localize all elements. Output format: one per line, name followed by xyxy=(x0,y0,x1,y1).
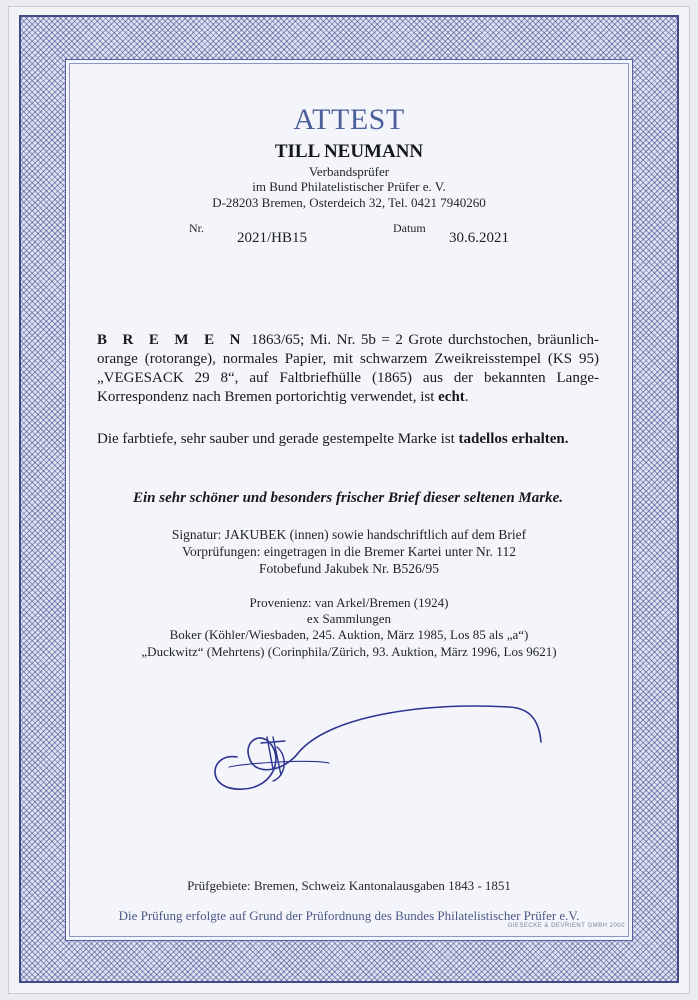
date-label: Datum xyxy=(393,221,426,235)
provenance-boker: Boker (Köhler/Wiesbaden, 245. Auktion, März 1985, Los 85 als „a“) xyxy=(169,627,529,642)
condition-text: Die farbtiefe, sehr sauber und gerade gestempelte Marke ist xyxy=(97,431,459,447)
certificate-sheet xyxy=(8,6,690,994)
condition-verdict: tadellos erhalten. xyxy=(458,431,569,447)
examination-areas: Prüfgebiete: Bremen, Schweiz Kantonalausgaben 1843 - 1851 xyxy=(187,878,511,893)
examination-basis: Die Prüfung erfolgte auf Grund der Prüfordnung des Bundes Philatelistischer Prüfer e.V. xyxy=(118,908,580,923)
description-period: . xyxy=(464,389,469,405)
description-text: 1863/65; Mi. Nr. 5b = 2 Grote durchstochen, bräunlich-orange (rotorange), normales Papier, mit schwarzem Zweikreisstempel (KS 95) „VEGESACK 29 8“, auf Faltbriefhülle (1865) aus der bekannten Lange-Korrespondenz nach Bremen portorichtig verwendet, ist xyxy=(97,332,599,405)
pre-examination-note: Vorprüfungen: eingetragen in die Bremer Kartei unter Nr. 112 xyxy=(181,544,517,559)
condition-paragraph xyxy=(97,430,599,449)
expert-name: TILL NEUMANN xyxy=(274,141,424,162)
summary-paragraph: Ein sehr schöner und besonders frischer Brief dieser seltenen Marke. xyxy=(132,490,564,506)
date-value: 30.6.2021 xyxy=(449,230,509,246)
bremen-heading: B R E M E N xyxy=(97,332,246,348)
provenance-collections: ex Sammlungen xyxy=(306,611,392,626)
expert-association: im Bund Philatelistischer Prüfer e. V. xyxy=(252,179,446,194)
handwritten-signature xyxy=(189,697,549,807)
printer-imprint: GIESECKE & DEVRIENT GMBH 2000 xyxy=(507,923,625,929)
signature-note: Signatur: JAKUBEK (innen) sowie handschriftlich auf dem Brief xyxy=(171,527,527,542)
provenance-duckwitz: „Duckwitz“ (Mehrtens) (Corinphila/Zürich, 93. Auktion, März 1996, Los 9621) xyxy=(141,644,557,659)
attest-title: ATTEST xyxy=(293,103,405,136)
provenance-line: Provenienz: van Arkel/Bremen (1924) xyxy=(249,595,449,610)
expert-role: Verbandsprüfer xyxy=(308,164,390,179)
nr-label: Nr. xyxy=(189,221,204,235)
photo-certificate-note: Fotobefund Jakubek Nr. B526/95 xyxy=(259,561,439,576)
expert-address: D-28203 Bremen, Osterdeich 32, Tel. 0421 7940260 xyxy=(212,195,486,210)
verdict-genuine: echt xyxy=(438,389,465,405)
description-paragraph xyxy=(97,331,599,407)
nr-value: 2021/HB15 xyxy=(237,230,308,246)
